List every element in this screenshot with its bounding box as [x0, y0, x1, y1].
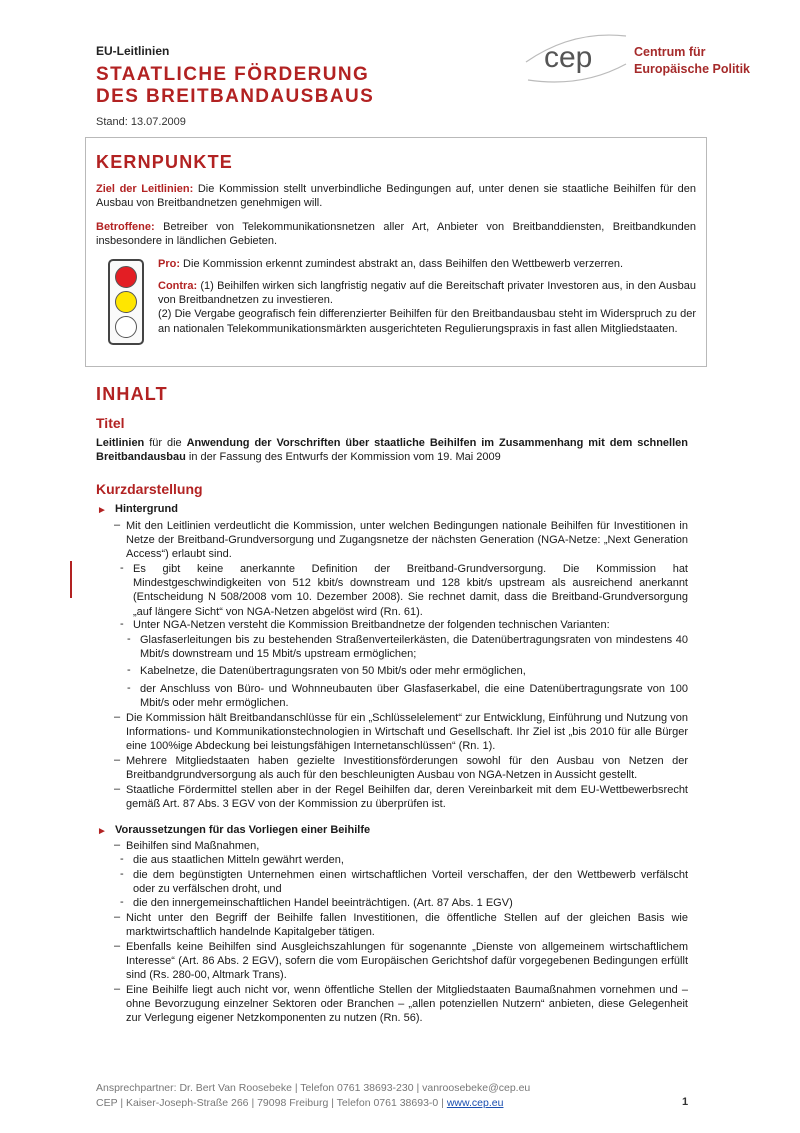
content-heading: INHALT: [96, 384, 168, 404]
contra-paragraph: [158, 279, 696, 336]
page-number: 1: [682, 1096, 689, 1108]
org-name-line-1: Centrum für: [634, 45, 706, 59]
traffic-light-white-lamp: [115, 316, 137, 338]
requirements-item-1: Beihilfen sind Maßnahmen,: [126, 840, 260, 852]
affected-paragraph: [96, 220, 696, 248]
margin-change-bar: [70, 561, 72, 598]
dash-marker: –: [114, 839, 121, 851]
title-paragraph: [96, 436, 688, 464]
dash-marker: -: [127, 682, 131, 694]
pro-paragraph: [158, 257, 696, 271]
goal-text: Die Kommission stellt unverbindliche Bedingungen auf, unter denen sie staatliche Beihilfen für den Ausbau von Breitbandnetzen genehmigen will.: [96, 183, 696, 210]
contra-text-1: (1) Beihilfen wirken sich langfristig negativ auf die Bereitschaft privater Investoren aus, in den Ausbau von Breitbandnetzen zu investieren.: [158, 280, 696, 307]
traffic-light-yellow-lamp: [115, 291, 137, 313]
background-item-3: Mehrere Mitgliedstaaten haben gezielte Investitionsförderungen sowohl für den Ausbau von Netzen der Breitbandgrundversorgung als auch für den beschleunigten Ausbau von NGA-Netzen in Aussicht gestellt.: [126, 755, 688, 782]
document-series: EU-Leitlinien: [96, 44, 170, 58]
background-item-2: Die Kommission hält Breitbandanschlüsse für ein „Schlüsselelement“ zur Entwicklung, Einführung und Nutzung von Informations- und Kommunikationstechnologien in Wirtschaft und Gesellschaft. Ihr Ziel ist „bis 2010 für alle Bürger eine 100%ige Abdeckung bei leistungsfähigen Internetanschlüssen“ (Rn. 1).: [126, 712, 688, 753]
requirements-item-1a: die aus staatlichen Mitteln gewährt werden,: [133, 854, 344, 866]
dash-marker: –: [114, 983, 121, 995]
footer-address-text: CEP | Kaiser-Joseph-Straße 266 | 79098 Freiburg | Telefon 0761 38693-0 |: [96, 1097, 447, 1109]
goal-paragraph: [96, 182, 696, 210]
requirements-heading: Voraussetzungen für das Vorliegen einer Beihilfe: [115, 824, 371, 836]
title-subheading: Titel: [96, 415, 125, 431]
traffic-light-icon: [108, 259, 144, 345]
dash-marker: –: [114, 940, 121, 952]
background-item-1b1: Glasfaserleitungen bis zu bestehenden Straßenverteilerkästen, die Datenübertragungsraten von mindestens 40 Mbit/s downstream und 15 Mbit/s upstream ermöglichen;: [140, 634, 688, 661]
dash-marker: -: [127, 664, 131, 676]
document-title: [96, 64, 374, 108]
requirements-item-4: Eine Beihilfe liegt auch nicht vor, wenn öffentliche Stellen der Mitgliedstaaten Baumaßnahmen vornehmen und – ohne Bevorzugung einzelner Sektoren oder Branchen – „allen potenziellen Nutzern“ anbieten, diese Gelegenheit zur Verlegung eigener Netzkomponenten zu nutzen (Rn. 56).: [126, 984, 688, 1025]
background-item-1: Mit den Leitlinien verdeutlicht die Kommission, unter welchen Bedingungen nationale Beihilfen für Investitionen in Netze der Breitband-Grundversorgung und Zugangsnetze der nächsten Generation (NGA-Netze: „Next Generation Access“) erlaubt sind.: [126, 520, 688, 561]
requirements-item-1b: die dem begünstigten Unternehmen einen wirtschaftlichen Vorteil verschaffen, der den Wettbewerb verfälscht oder zu verfälschen droht, und: [133, 869, 688, 896]
title-text-1: für die: [144, 437, 187, 449]
pro-label: Pro:: [158, 258, 180, 270]
dash-marker: -: [120, 896, 124, 908]
background-item-1b: Unter NGA-Netzen versteht die Kommission Breitbandnetze der folgenden technischen Varianten:: [133, 619, 610, 631]
requirements-item-1c: die den innergemeinschaftlichen Handel beeinträchtigen. (Art. 87 Abs. 1 EGV): [133, 897, 513, 909]
title-bold-2: Anwendung der Vorschriften über staatliche Beihilfen im Zusammenhang mit dem schnellen Breitbandausbau: [96, 437, 688, 464]
website-link[interactable]: www.cep.eu: [446, 1097, 504, 1109]
key-points-box: [85, 137, 707, 367]
dash-marker: –: [114, 754, 121, 766]
dash-marker: –: [114, 519, 121, 531]
goal-label: Ziel der Leitlinien:: [96, 183, 194, 195]
background-item-1b2: Kabelnetze, die Datenübertragungsraten von 50 Mbit/s oder mehr ermöglichen,: [140, 665, 526, 677]
requirements-item-2: Nicht unter den Begriff der Beihilfe fallen Investitionen, die öffentliche Stellen auf der gleichen Basis wie marktwirtschaftlich handelnde Kapitalgeber tätigen.: [126, 912, 688, 939]
summary-subheading: Kurzdarstellung: [96, 481, 203, 497]
bullet-arrow-icon: ►: [97, 826, 107, 837]
affected-text: Betreiber von Telekommunikationsnetzen aller Art, Anbieter von Breitbanddiensten, Breitbandkunden insbesondere in ländlichen Gebieten.: [96, 221, 696, 248]
key-points-title: KERNPUNKTE: [96, 152, 234, 172]
bullet-arrow-icon: ►: [97, 505, 107, 516]
background-item-4: Staatliche Fördermittel stellen aber in der Regel Beihilfen dar, deren Vereinbarkeit mit dem EU-Wettbewerbsrecht gemäß Art. 87 Abs. 3 EGV von der Kommission zu überprüfen ist.: [126, 784, 688, 811]
pro-text: Die Kommission erkennt zumindest abstrakt an, dass Beihilfen den Wettbewerb verzerren.: [180, 258, 624, 270]
background-heading: Hintergrund: [115, 503, 178, 515]
org-name-line-2: Europäische Politik: [634, 62, 751, 76]
dash-marker: -: [120, 562, 124, 574]
dash-marker: -: [120, 868, 124, 880]
footer-address: [96, 1097, 503, 1109]
title-line-2: DES BREITBANDAUSBAUS: [96, 86, 375, 107]
dash-marker: -: [120, 618, 124, 630]
dash-marker: -: [120, 853, 124, 865]
background-item-1b3: der Anschluss von Büro- und Wohnneubauten über Glasfaserkabel, die eine Datenübertragungsrate von 100 Mbit/s oder mehr ermöglichen.: [140, 683, 688, 710]
requirements-item-3: Ebenfalls keine Beihilfen sind Ausgleichszahlungen für sogenannte „Dienste von allgemeinem wirtschaftlichem Interesse“ (Art. 86 Abs. 2 EGV), sofern die vom Europäischen Gerichtshof dafür vorgegebenen Bedingungen erfüllt sind (Rs. 280-00, Altmark Trans).: [126, 941, 688, 982]
dash-marker: -: [127, 633, 131, 645]
dash-marker: –: [114, 911, 121, 923]
contra-text-2: (2) Die Vergabe geografisch fein differenzierter Beihilfen für den Breitbandausbau steht im Widerspruch zu der an nationalen Telekommunikationsmärkten ausgerichteten Regulierungspraxis in fast allen Mitgliedstaaten.: [158, 308, 696, 335]
background-item-1a: Es gibt keine anerkannte Definition der Breitband-Grundversorgung. Die Kommission hat Mindestgeschwindigkeiten von 512 kbit/s downstream und 128 kbit/s upstream als ausreichend anerkannt (Entscheidung N 508/2008 vom 10. Dezember 2008). Sie rechnet damit, dass die Breitband-Grundversorgung „auf längere Sicht“ von NGA-Netzen abgelöst wird (Rn. 61).: [133, 563, 688, 618]
title-line-1: STAATLICHE FÖRDERUNG: [96, 64, 370, 85]
document-date: Stand: 13.07.2009: [96, 116, 186, 128]
title-text-2: in der Fassung des Entwurfs der Kommission vom 19. Mai 2009: [185, 451, 501, 464]
traffic-light-red-lamp: [115, 266, 137, 288]
contra-label: Contra:: [158, 280, 198, 292]
logo-word: cep: [544, 41, 593, 74]
org-name: [634, 44, 750, 78]
dash-marker: –: [114, 783, 121, 795]
affected-label: Betroffene:: [96, 221, 155, 233]
dash-marker: –: [114, 711, 121, 723]
title-bold-1: Leitlinien: [96, 437, 145, 449]
footer-contact: Ansprechpartner: Dr. Bert Van Roosebeke | Telefon 0761 38693-230 | vanroosebeke@cep.eu: [96, 1082, 531, 1094]
